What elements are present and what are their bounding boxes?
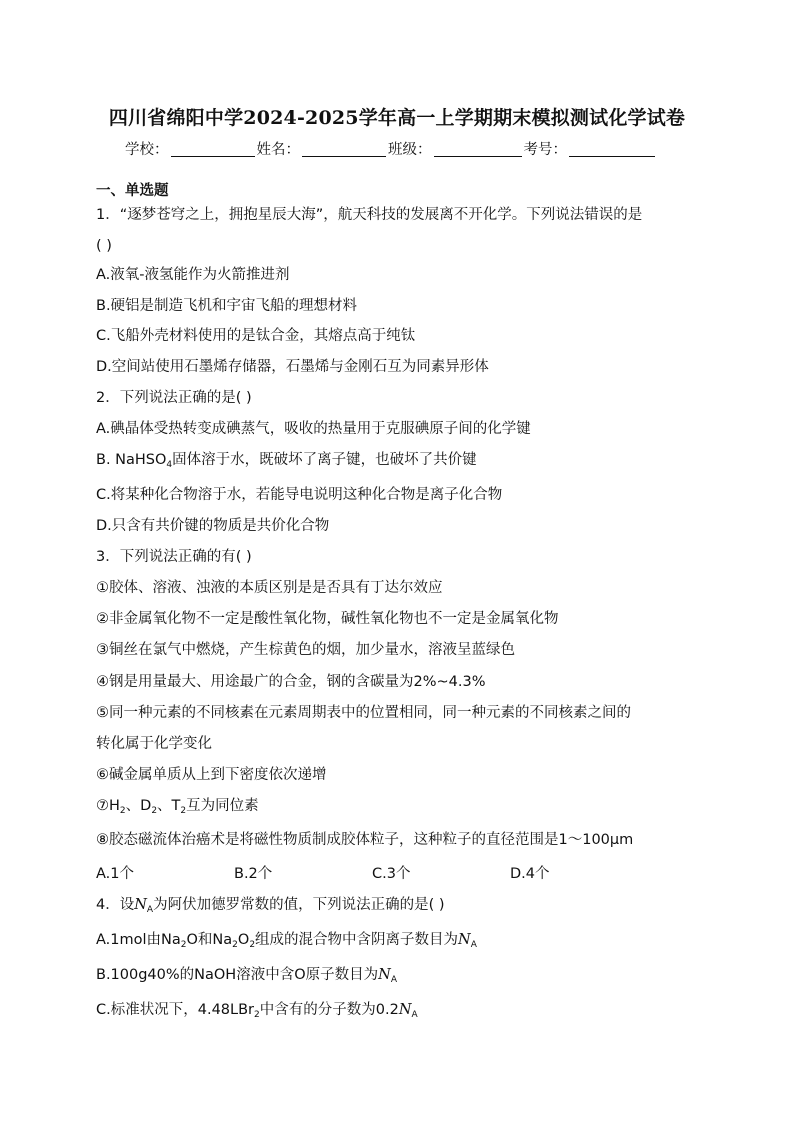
q3-statement-5b: 转化属于化学变化 xyxy=(96,736,212,752)
q2-option-c: C.将某种化合物溶于水，若能导电说明这种化合物是离子化合物 xyxy=(96,487,503,503)
q4-a-s1: 2 xyxy=(180,940,187,950)
q3-statement-7 xyxy=(96,796,259,821)
q4-option-c xyxy=(96,1000,418,1025)
q4-b-text: B.100g40%的NaOH溶液中含O原子数目为 xyxy=(96,967,379,983)
q3-options-row xyxy=(96,864,696,884)
q2-option-b xyxy=(96,450,477,475)
q2-b-sub: 4 xyxy=(166,460,173,470)
q4-c-s1: 2 xyxy=(254,1010,260,1020)
q4-stem-pre: 4．设 xyxy=(96,897,135,913)
number-blank[interactable] xyxy=(569,142,655,157)
q4-stem-post: 为阿伏加德罗常数的值，下列说法正确的是( ) xyxy=(153,897,445,913)
q1-option-d: D.空间站使用石墨烯存储器，石墨烯与金刚石互为同素异形体 xyxy=(96,359,489,375)
school-label: 学校： xyxy=(125,142,169,158)
class-label: 班级： xyxy=(388,142,432,158)
q3-option-d: D.4个 xyxy=(510,866,550,882)
q3-statement-2: ②非金属氧化物不一定是酸性氧化物，碱性氧化物也不一定是金属氧化物 xyxy=(96,611,559,627)
q3-s7-s1: 2 xyxy=(119,806,126,816)
q1-option-a: A.液氧-液氢能作为火箭推进剂 xyxy=(96,267,290,283)
q2-option-d: D.只含有共价键的物质是共价化合物 xyxy=(96,518,330,534)
q3-statement-6: ⑥碱金属单质从上到下密度依次递增 xyxy=(96,767,327,783)
class-blank[interactable] xyxy=(434,142,522,157)
q2-b-post: 固体溶于水，既破坏了离子键，也破坏了共价键 xyxy=(172,452,477,468)
q4-option-a xyxy=(96,930,477,955)
section-heading: 一、单选题 xyxy=(96,183,169,199)
q3-s7-p1: ⑦H xyxy=(96,798,120,814)
q1-stem: 1．“逐梦苍穹之上，拥抱星辰大海”，航天科技的发展离不开化学。下列说法错误的是 xyxy=(96,207,643,223)
q2-b-pre: B. NaHSO xyxy=(96,452,167,468)
q3-option-b: B.2个 xyxy=(234,866,273,882)
q4-c-p2: 中含有的分子数为0.2 xyxy=(259,1002,399,1018)
q4-a-p1: A.1mol由Na xyxy=(96,932,181,948)
q4-na-symbol: N xyxy=(134,897,147,913)
q4-a-na-sub: A xyxy=(470,940,477,950)
q3-option-c: C.3个 xyxy=(372,866,411,882)
q4-na-sub: A xyxy=(146,905,154,915)
q4-a-na: N xyxy=(458,932,471,948)
q2-stem: 2．下列说法正确的是( ) xyxy=(96,390,252,406)
q4-b-na-sub: A xyxy=(390,975,397,985)
q1-option-c: C.飞船外壳材料使用的是钛合金，其熔点高于纯钛 xyxy=(96,328,416,344)
q3-s7-p2: 、D xyxy=(125,798,152,814)
q4-a-p3: O xyxy=(237,932,250,948)
student-info-row xyxy=(125,138,657,159)
q4-a-s3: 2 xyxy=(249,940,256,950)
q3-statement-4: ④钢是用量最大、用途最广的合金，钢的含碳量为2%~4.3% xyxy=(96,674,486,690)
q3-statement-1: ①胶体、溶液、浊液的本质区别是是否具有丁达尔效应 xyxy=(96,580,443,596)
q4-c-na-sub: A xyxy=(411,1010,418,1020)
q2-option-a: A.碘晶体受热转变成碘蒸气，吸收的热量用于克服碘原子间的化学键 xyxy=(96,421,531,437)
q4-c-p1: C.标准状况下，4.48LBr xyxy=(96,1002,255,1018)
q4-a-p2: O和Na xyxy=(186,932,233,948)
q4-b-na: N xyxy=(378,967,391,983)
q1-paren: ( ) xyxy=(96,238,112,254)
q1-option-b: B.硬铝是制造飞机和宇宙飞船的理想材料 xyxy=(96,298,358,314)
q4-a-s2: 2 xyxy=(232,940,238,950)
q3-s7-p4: 互为同位素 xyxy=(186,798,259,814)
q3-s7-s2: 2 xyxy=(151,806,158,816)
q4-option-b xyxy=(96,965,397,990)
q4-c-na: N xyxy=(398,1002,412,1018)
exam-title: 四川省绵阳中学2024-2025学年高一上学期期末模拟测试化学试卷 xyxy=(108,107,686,129)
q3-option-a: A.1个 xyxy=(96,866,134,882)
name-label: 姓名： xyxy=(256,142,300,158)
q3-s7-s3: 2 xyxy=(180,806,187,816)
q3-statement-3: ③铜丝在氯气中燃烧，产生棕黄色的烟，加少量水，溶液呈蓝绿色 xyxy=(96,642,515,658)
q4-a-p4: 组成的混合物中含阴离子数目为 xyxy=(255,932,459,948)
q3-s7-p3: 、T xyxy=(157,798,181,814)
q3-statement-8: ⑧胶态磁流体治癌术是将磁性物质制成胶体粒子，这种粒子的直径范围是1～100μm xyxy=(96,832,634,848)
q4-stem xyxy=(96,895,445,920)
school-blank[interactable] xyxy=(171,142,255,157)
number-label: 考号： xyxy=(523,142,567,158)
name-blank[interactable] xyxy=(302,142,386,157)
q3-statement-5a: ⑤同一种元素的不同核素在元素周期表中的位置相同，同一种元素的不同核素之间的 xyxy=(96,705,631,721)
q3-stem: 3．下列说法正确的有( ) xyxy=(96,549,252,565)
